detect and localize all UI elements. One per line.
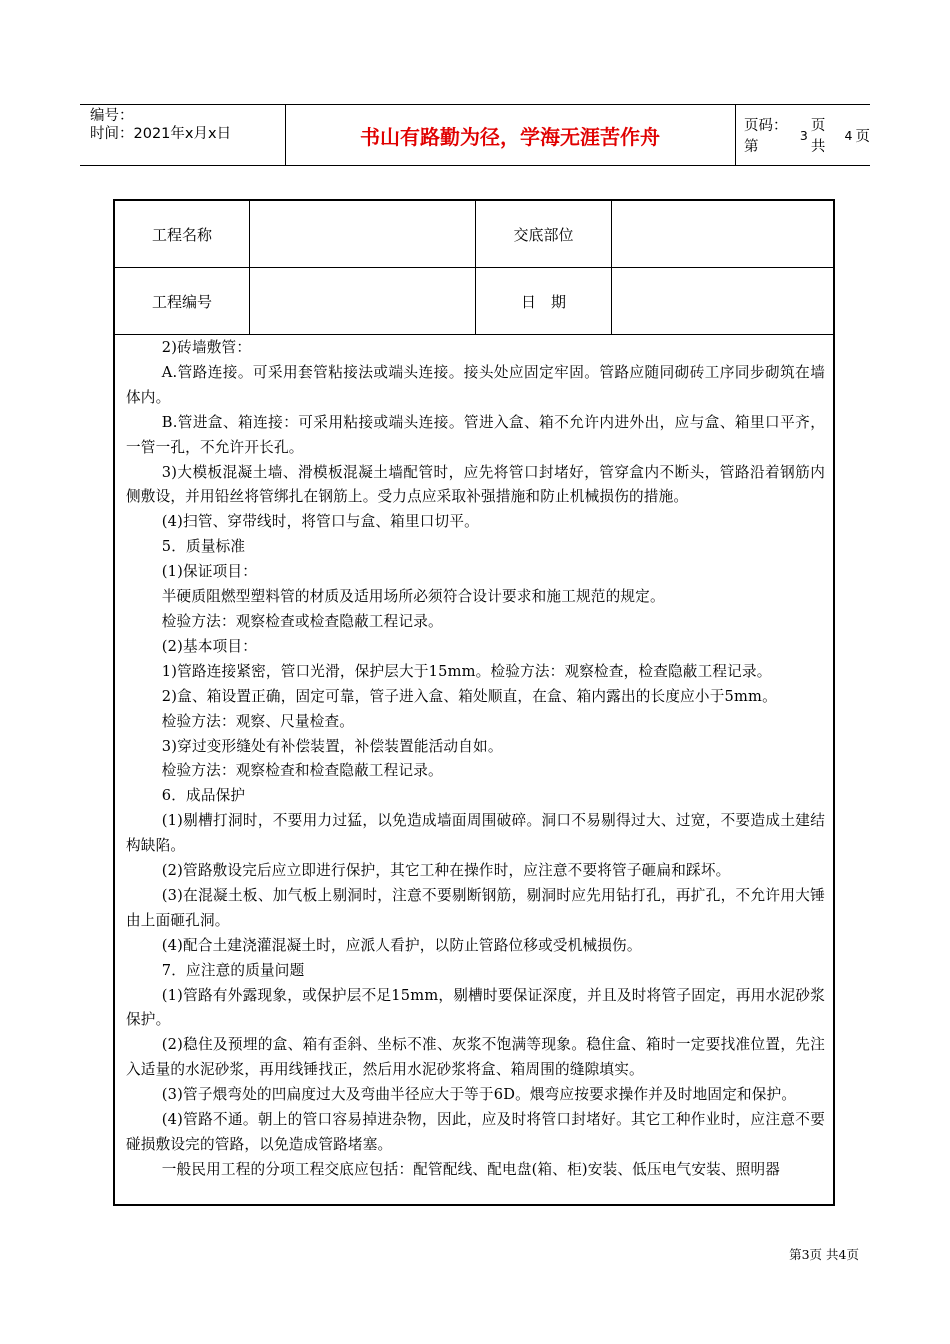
header-time-label: 时间：2021年x月x日 [90, 126, 232, 142]
project-name-label: 工程名称 [115, 201, 250, 267]
content-paragraph: B.管进盒、箱连接：可采用粘接或端头连接。管进入盒、箱不允许内进外出，应与盒、箱里口平齐，一管一孔，不允许开长孔。 [126, 413, 825, 456]
content-paragraph: (3)在混凝土板、加气板上剔洞时，注意不要剔断钢筋，剔洞时应先用钻打孔，再扩孔，不允许用大锤由上面砸孔洞。 [126, 886, 825, 929]
content-paragraph: 1)管路连接紧密，管口光滑，保护层大于15mm。检验方法：观察检查，检查隐蔽工程记录。 [161, 662, 772, 680]
footer-prefix: 第 [789, 1247, 802, 1262]
content-paragraph: 3)穿过变形缝处有补偿装置，补偿装置能活动自如。 [161, 737, 503, 755]
content-paragraph: (1)剔槽打洞时，不要用力过猛，以免造成墙面周围破碎。洞口不易剔得过大、过宽，不要造成土建结构缺陷。 [126, 812, 825, 855]
content-paragraph: 5．质量标准 [161, 538, 246, 556]
disclosure-table [113, 199, 835, 1206]
content-paragraph: 检验方法：观察检查或检查隐蔽工程记录。 [161, 612, 443, 630]
header-page-total: 4 [844, 127, 853, 143]
content-paragraph: 一般民用工程的分项工程交底应包括：配管配线、配电盘(箱、柜)安装、低压电气安装、照明器 [161, 1160, 781, 1178]
project-no-label: 工程编号 [115, 268, 250, 334]
content-paragraph: (2)管路敷设完后应立即进行保护，其它工种在操作时，应注意不要将管子砸扁和踩坏。 [161, 862, 731, 880]
location-field [612, 201, 833, 267]
content-paragraph: (1)保证项目： [161, 563, 258, 581]
content-paragraph: 检验方法：观察、尺量检查。 [161, 712, 355, 730]
content-paragraph: (2)基本项目： [161, 637, 258, 655]
content-paragraph: 7．应注意的质量问题 [161, 961, 305, 979]
content-paragraph: (1)管路有外露现象，或保护层不足15mm，剔槽时要保证深度，并且及时将管子固定，再用水泥砂浆保护。 [126, 986, 825, 1029]
header-page-current: 3 [799, 127, 808, 143]
location-label: 交底部位 [476, 201, 612, 267]
date-field [612, 268, 833, 334]
disclosure-content [115, 336, 833, 1183]
content-paragraph: (4)管路不通。朝上的管口容易掉进杂物，因此，应及时将管口封堵好。其它工种作业时，应注意不要碰损敷设完的管路，以免造成管路堵塞。 [126, 1111, 825, 1153]
project-no-field [250, 268, 476, 334]
table-row [115, 268, 833, 335]
content-paragraph: 6．成品保护 [161, 787, 246, 805]
footer-suffix: 页 [846, 1247, 859, 1262]
header-motto: 书山有路勤为径，学海无涯苦作舟 [360, 124, 660, 149]
content-paragraph: 检验方法：观察检查和检查隐蔽工程记录。 [161, 762, 443, 780]
content-paragraph: A.管路连接。可采用套管粘接法或端头连接。接头处应固定牢固。管路应随同砌砖工序同步砌筑在墙体内。 [126, 363, 825, 406]
page-footer [789, 1245, 859, 1263]
content-paragraph: (3)管子煨弯处的凹扁度过大及弯曲半径应大于等于6D。煨弯应按要求操作并及时地固定和保护。 [161, 1086, 797, 1104]
content-paragraph: 半硬质阻燃型塑料管的材质及适用场所必须符合设计要求和施工规范的规定。 [161, 588, 665, 606]
date-label: 日 期 [476, 268, 612, 334]
content-paragraph: 3)大模板混凝土墙、滑模板混凝土墙配管时，应先将管口封堵好，管穿盒内不断头，管路沿着钢筋内侧敷设，并用铅丝将管绑扎在钢筋上。受力点应采取补强措施和防止机械损伤的措施。 [126, 463, 825, 506]
footer-mid: 页 共 [809, 1247, 839, 1262]
header-divider [735, 105, 736, 165]
content-paragraph: (4)扫管、穿带线时，将管口与盒、箱里口切平。 [161, 513, 479, 531]
content-paragraph: 2)砖墙敷管： [161, 339, 252, 356]
footer-page-total: 4 [838, 1247, 847, 1262]
header-meta [90, 107, 285, 163]
header-page-prefix: 页码：第 [744, 118, 788, 155]
header-page-suffix: 页 [855, 128, 870, 145]
project-name-field [250, 201, 476, 267]
content-paragraph: (4)配合土建浇灌混凝土时，应派人看护，以防止管路位移或受机械损伤。 [161, 936, 642, 954]
footer-page-current: 3 [801, 1247, 810, 1262]
header-number-label: 编号： [90, 108, 134, 124]
page-header [80, 104, 870, 166]
header-page-number [744, 105, 870, 165]
content-paragraph: (2)稳住及预埋的盒、箱有歪斜、坐标不准、灰浆不饱满等现象。稳住盒、箱时一定要找准位置，先注入适量的水泥砂浆，再用线锤找正，然后用水泥砂浆将盒、箱周围的缝隙填实。 [126, 1036, 825, 1079]
header-page-mid: 页 共 [810, 118, 826, 155]
table-row [115, 201, 833, 268]
content-paragraph: 2)盒、箱设置正确，固定可靠，管子进入盒、箱处顺直，在盒、箱内露出的长度应小于5mm。 [161, 687, 777, 705]
